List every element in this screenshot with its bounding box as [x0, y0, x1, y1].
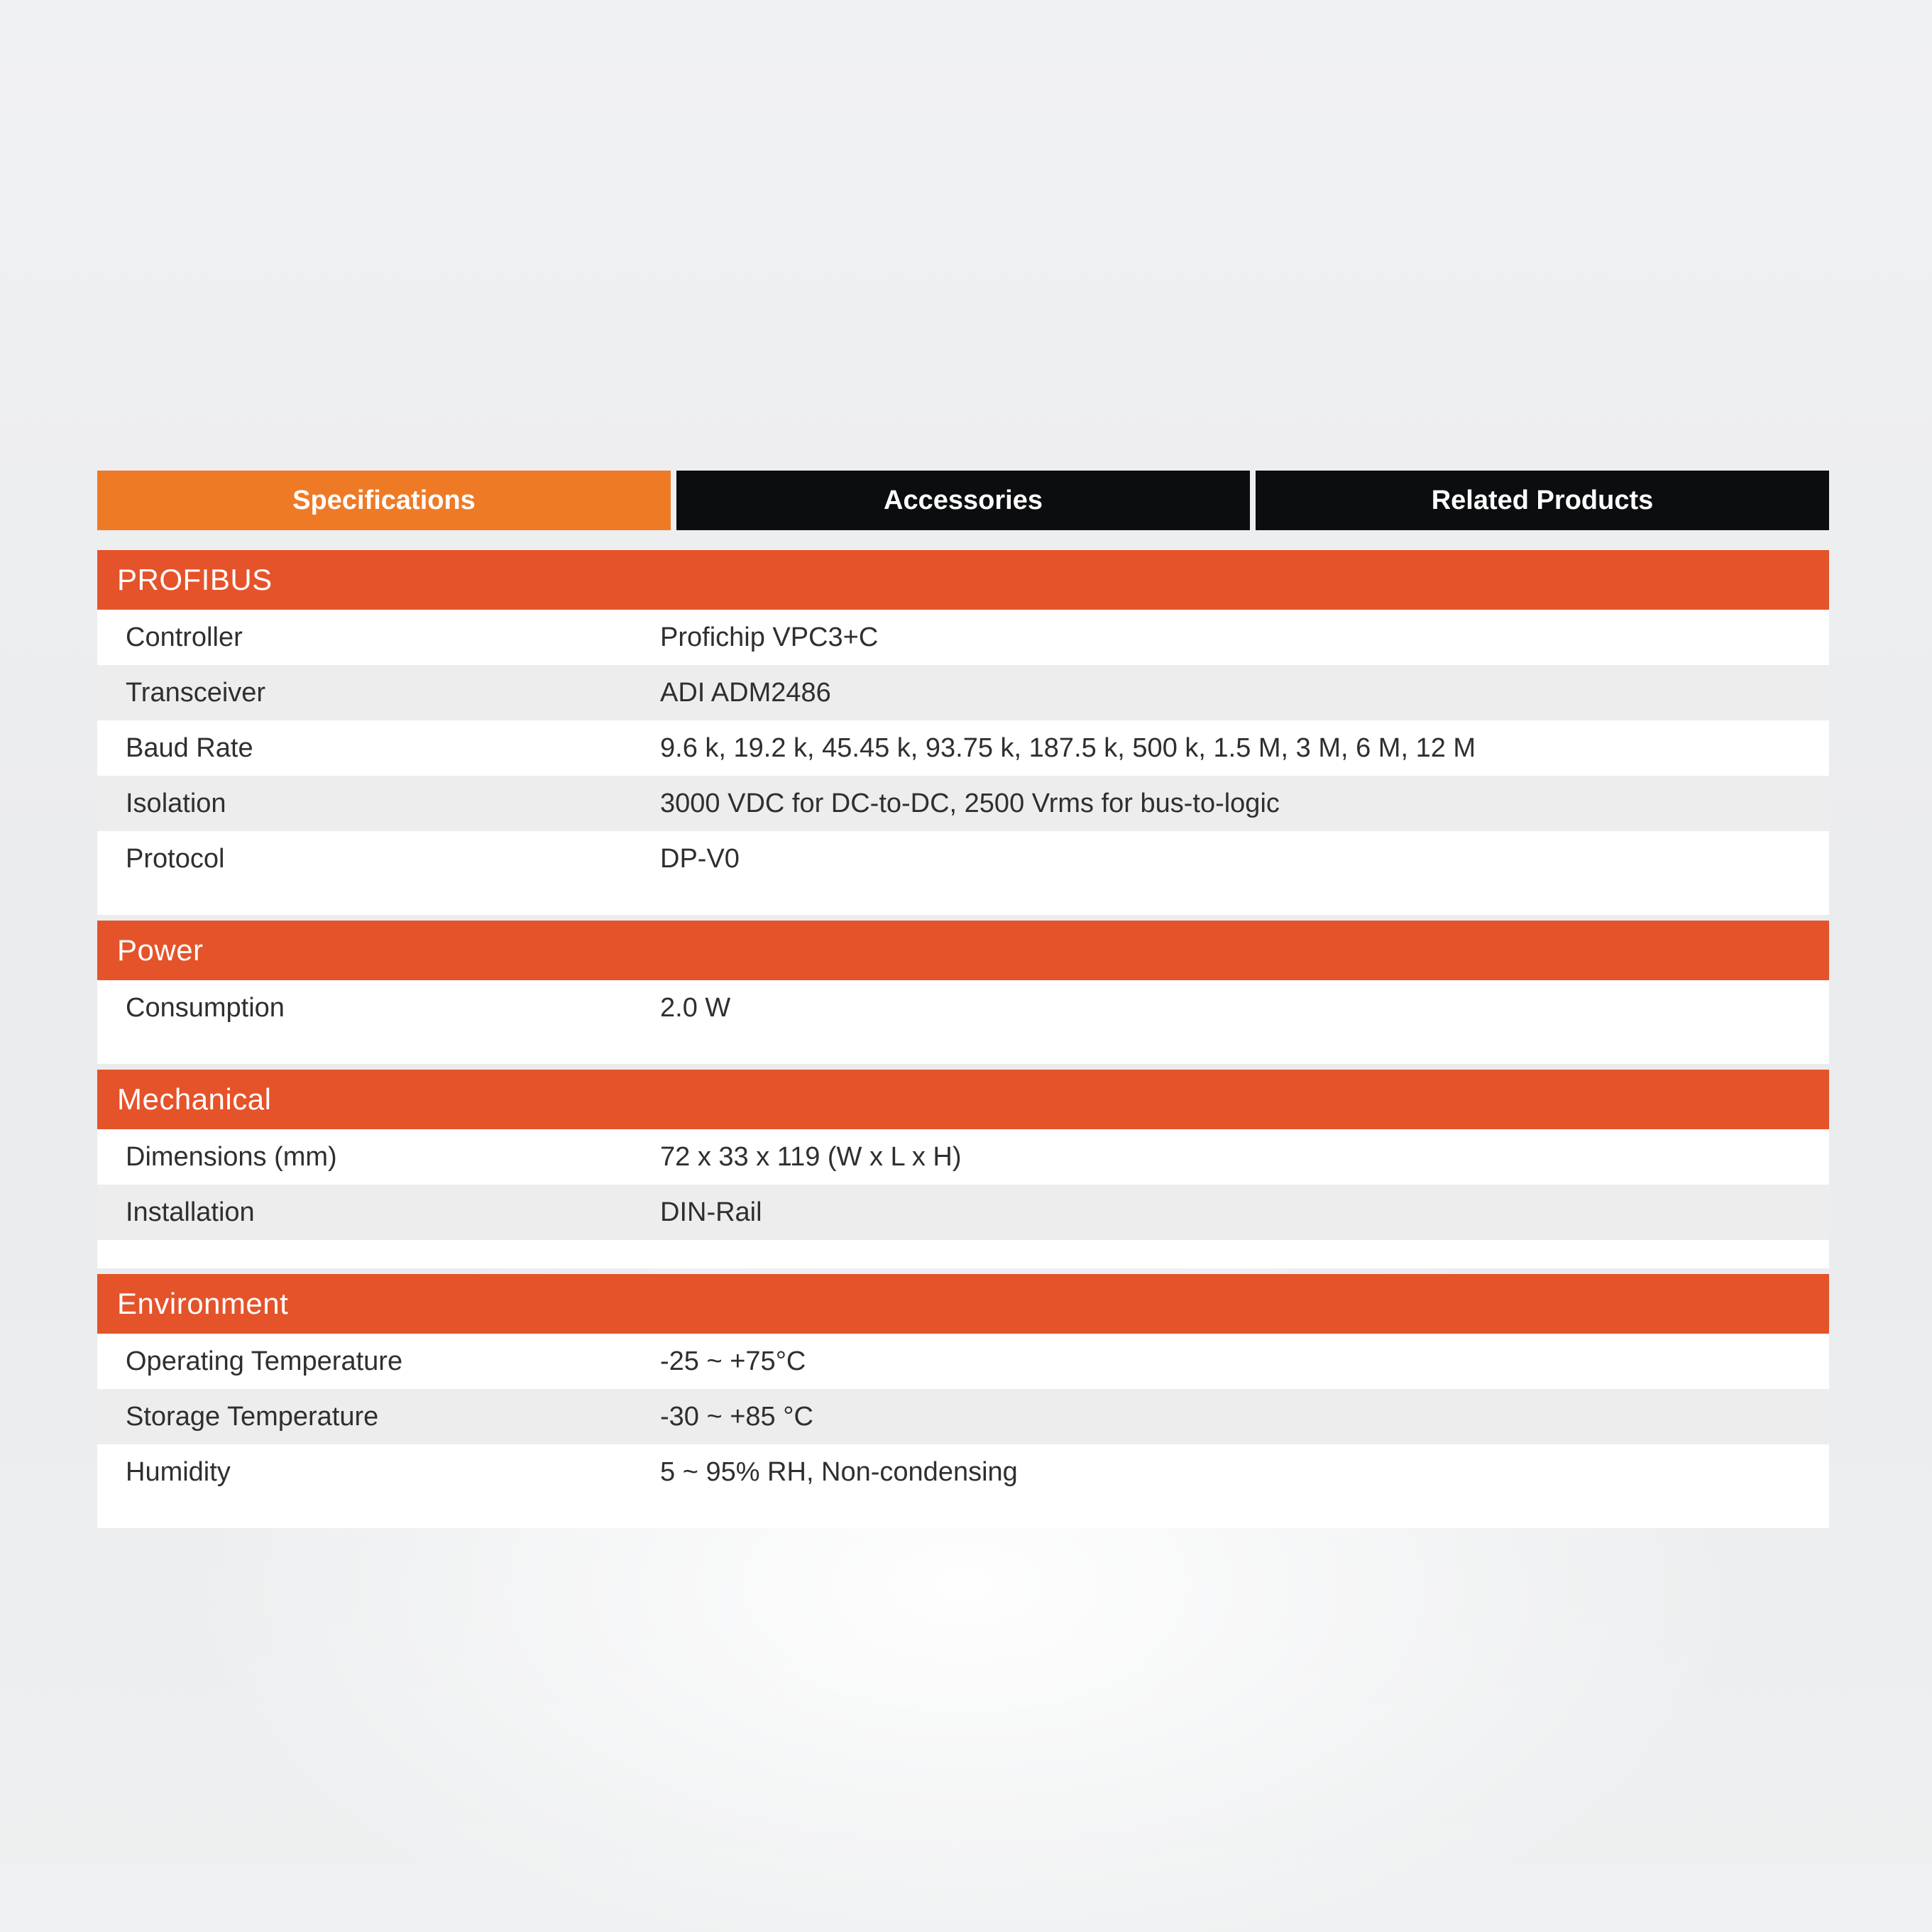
- spec-value: DIN-Rail: [660, 1197, 762, 1227]
- tab-accessories[interactable]: Accessories: [676, 471, 1250, 530]
- spec-sections: [97, 550, 1829, 1528]
- spec-label: Consumption: [126, 992, 285, 1023]
- spec-value: 2.0 W: [660, 992, 731, 1023]
- spec-label: Storage Temperature: [126, 1401, 379, 1432]
- section-header: [97, 921, 1829, 980]
- section-title: Mechanical: [117, 1082, 272, 1116]
- spec-label: Operating Temperature: [126, 1346, 403, 1376]
- spec-label: Dimensions (mm): [126, 1141, 337, 1172]
- section-rows: [97, 980, 1829, 1036]
- spec-value: -30 ~ +85 °C: [660, 1401, 813, 1432]
- spec-label: Controller: [126, 622, 243, 652]
- section-title: Environment: [117, 1287, 289, 1320]
- spec-section: [97, 1070, 1829, 1268]
- section-header: [97, 1274, 1829, 1334]
- spec-section: [97, 921, 1829, 1064]
- section-title: PROFIBUS: [117, 563, 273, 596]
- spec-value: DP-V0: [660, 843, 740, 874]
- tab-specifications[interactable]: Specifications: [97, 471, 671, 530]
- table-row: [97, 831, 1829, 887]
- spec-label: Isolation: [126, 788, 226, 818]
- section-header: [97, 1070, 1829, 1129]
- table-row: [97, 610, 1829, 665]
- spec-label: Baud Rate: [126, 732, 253, 763]
- tab-related-products[interactable]: Related Products: [1256, 471, 1829, 530]
- spec-label: Installation: [126, 1197, 255, 1227]
- table-row: [97, 980, 1829, 1036]
- spec-value: 3000 VDC for DC-to-DC, 2500 Vrms for bus-to-logic: [660, 788, 1280, 818]
- spec-value: -25 ~ +75°C: [660, 1346, 806, 1376]
- spec-value: 5 ~ 95% RH, Non-condensing: [660, 1456, 1018, 1487]
- spec-value: 9.6 k, 19.2 k, 45.45 k, 93.75 k, 187.5 k, 500 k, 1.5 M, 3 M, 6 M, 12 M: [660, 732, 1476, 763]
- section-header: [97, 550, 1829, 610]
- section-title: Power: [117, 933, 204, 967]
- table-row: [97, 1185, 1829, 1240]
- spec-label: Protocol: [126, 843, 225, 874]
- spec-page-content: [97, 471, 1829, 1534]
- spec-value: 72 x 33 x 119 (W x L x H): [660, 1141, 962, 1172]
- section-rows: [97, 1129, 1829, 1240]
- section-rows: [97, 1334, 1829, 1500]
- spec-value: ADI ADM2486: [660, 677, 831, 708]
- table-row: [97, 776, 1829, 831]
- tab-bar: [97, 471, 1829, 530]
- spec-label: Humidity: [126, 1456, 231, 1487]
- spec-section: [97, 1274, 1829, 1528]
- spec-label: Transceiver: [126, 677, 266, 708]
- spec-value: Profichip VPC3+C: [660, 622, 879, 652]
- table-row: [97, 720, 1829, 776]
- table-row: [97, 1334, 1829, 1389]
- table-row: [97, 1389, 1829, 1444]
- table-row: [97, 665, 1829, 720]
- spec-section: [97, 550, 1829, 915]
- table-row: [97, 1444, 1829, 1500]
- section-rows: [97, 610, 1829, 887]
- table-row: [97, 1129, 1829, 1185]
